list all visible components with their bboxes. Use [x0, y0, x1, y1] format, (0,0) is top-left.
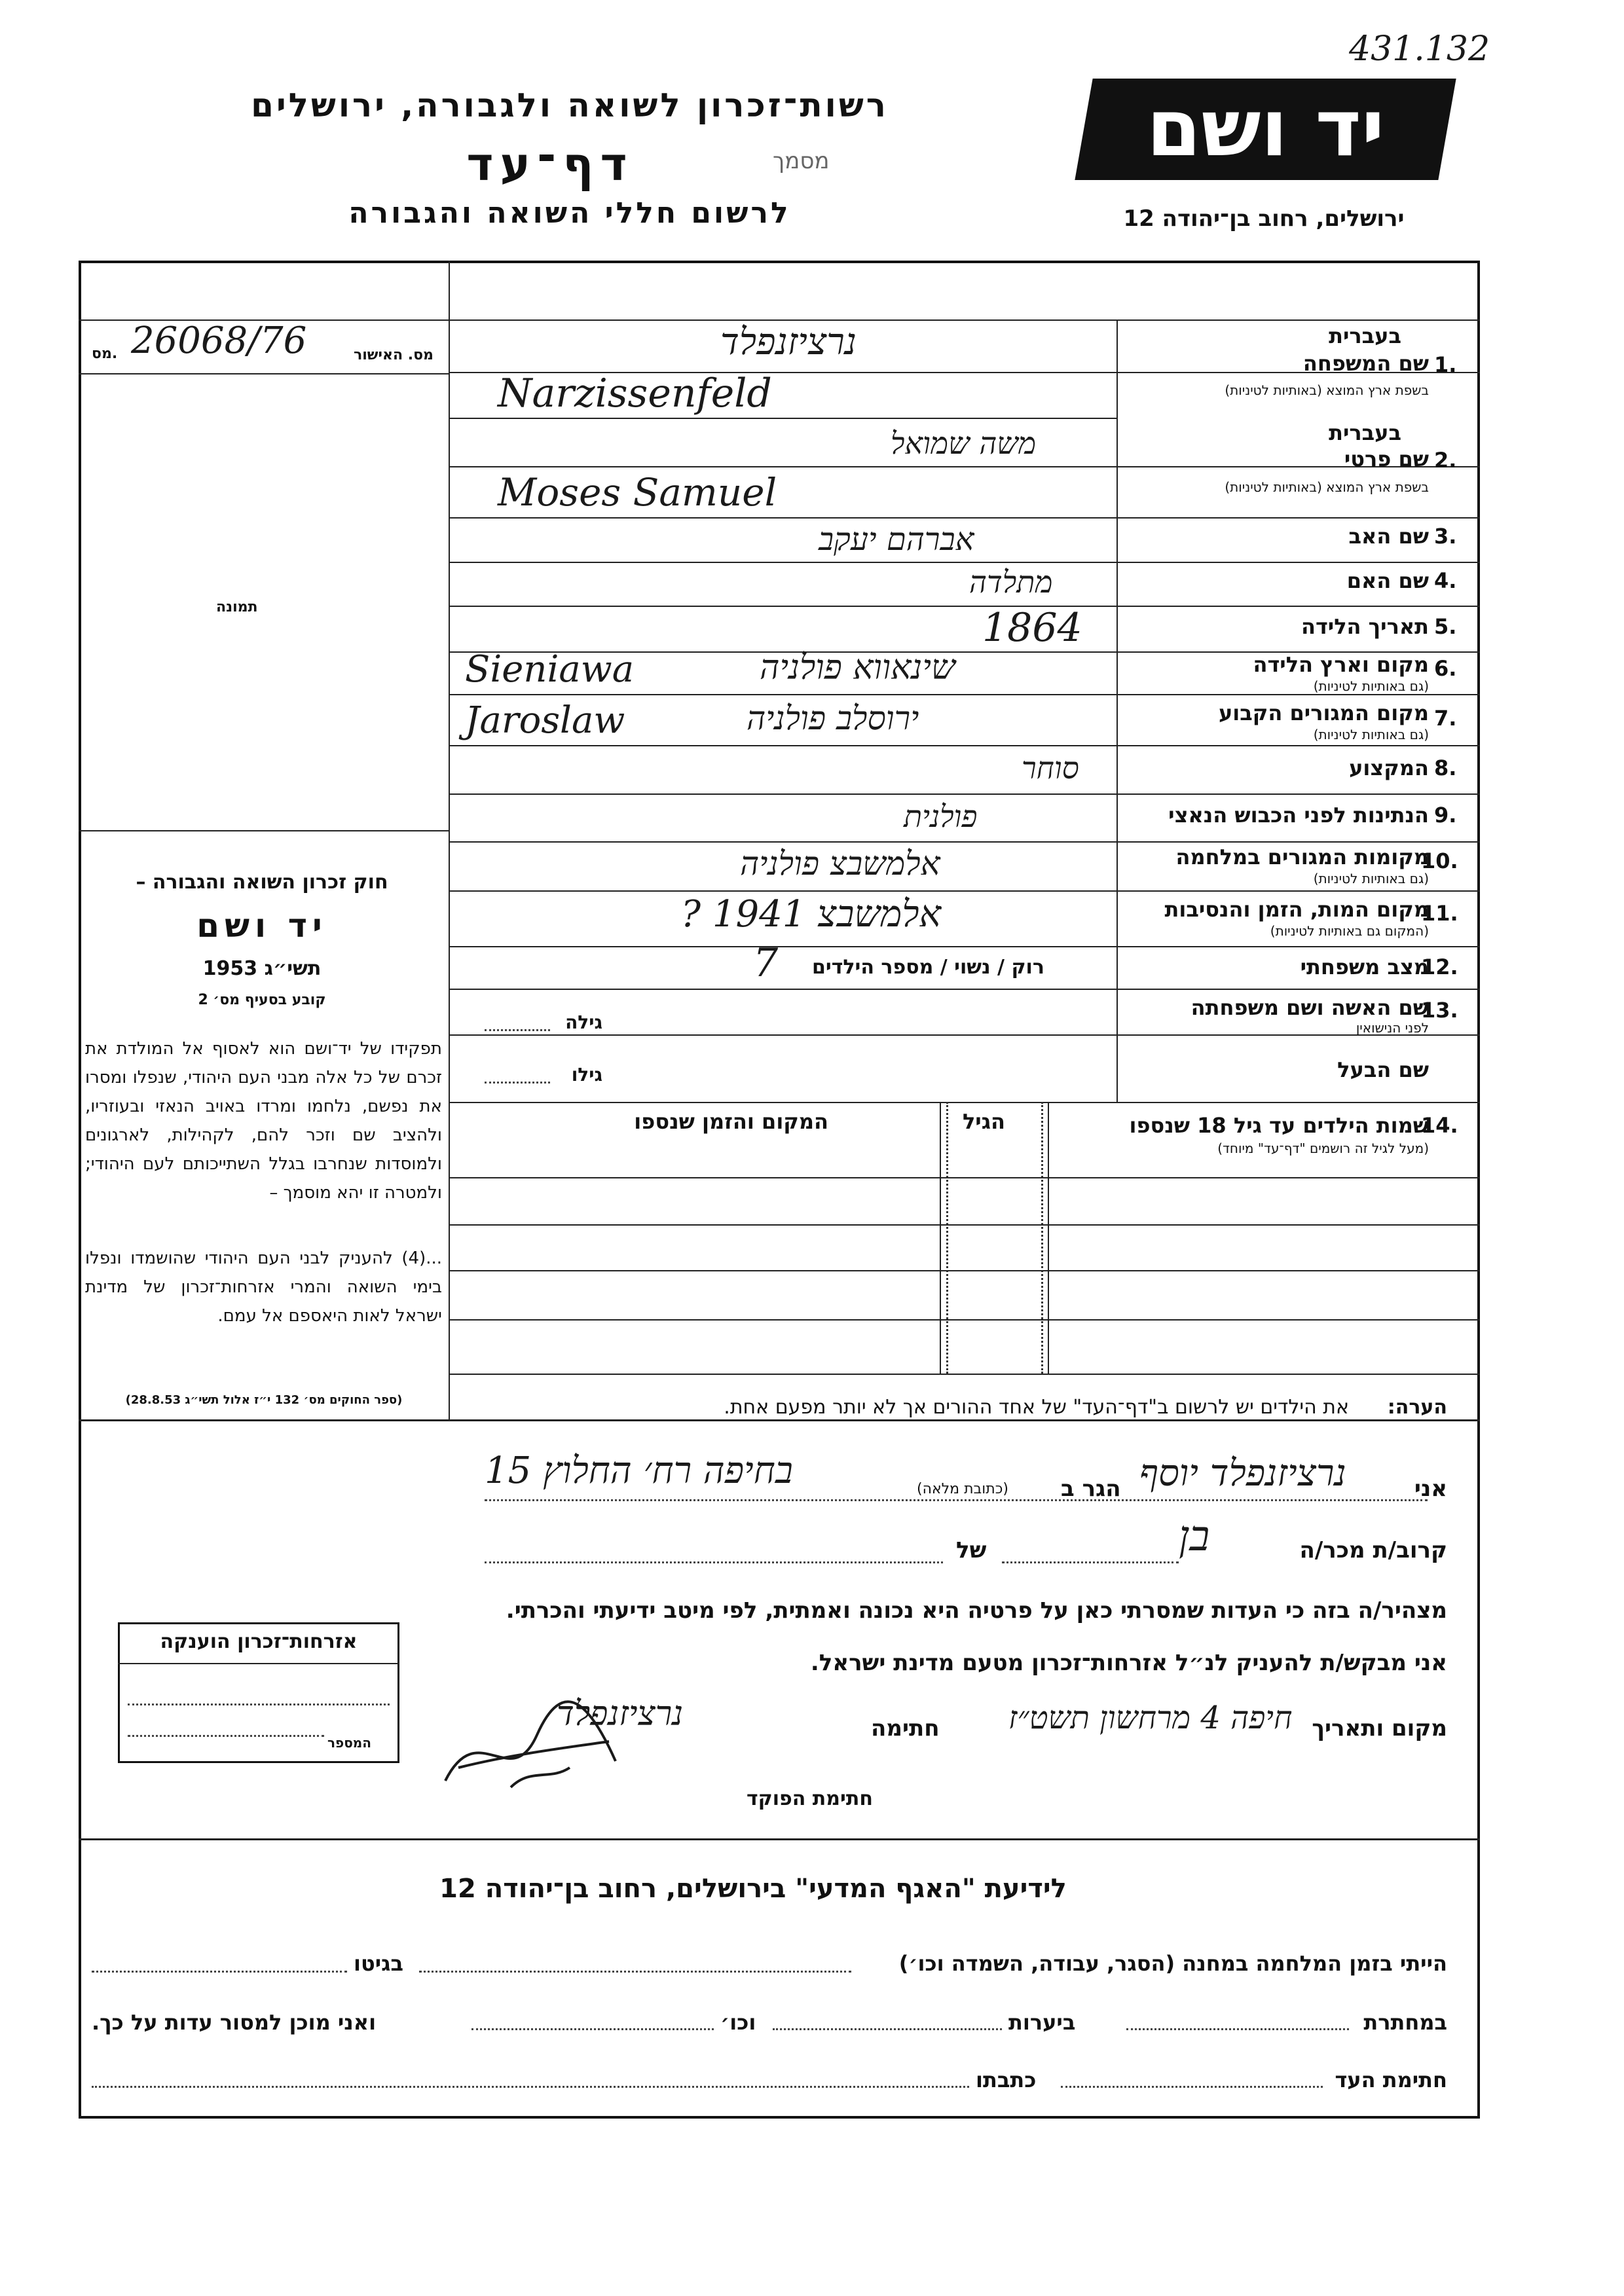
field-9-label: הנתינות לפני הכבוש הנאצי: [1168, 803, 1429, 828]
footer-line2-c: וכו׳: [720, 2010, 756, 2035]
field-8-label: המקצוע: [1349, 756, 1429, 780]
approval-number: 26068/76: [131, 319, 307, 362]
footer-line1-camp: [419, 1971, 851, 1973]
row-line: [449, 793, 1480, 795]
field-11-number: 11.: [1421, 901, 1458, 926]
law-year: תשי״ג 1953: [202, 957, 322, 980]
footer-line3-a: חתימת העד: [1335, 2068, 1447, 2092]
wife-age-label: גילה: [565, 1011, 602, 1033]
approval-divider: [79, 373, 449, 374]
field-7-label: מקום המגורים הקבוע: [1218, 701, 1429, 725]
law-name: יד ושם: [196, 907, 327, 945]
row-line: [449, 890, 1480, 892]
field-13-label: שם האשה ושם משפחתה: [1190, 995, 1429, 1020]
field-2-lang: בעברית: [1329, 420, 1401, 445]
children-name-col-divider: [1048, 1102, 1049, 1374]
field-2-sub: בשפת ארץ המוצא (באותיות לטיניות): [1225, 479, 1429, 495]
footer-line2-b: ביערות: [1008, 2010, 1076, 2035]
field-6-sub: (גם באותיות לטיניות): [1313, 678, 1429, 694]
field-12-label: מצב משפחתי: [1300, 955, 1429, 979]
wife-age-line: [485, 1029, 550, 1031]
children-age-col-divider: [940, 1102, 941, 1374]
relation-label: קרוב/ת מכר/ה: [1299, 1537, 1447, 1563]
children-age-dotted: [946, 1102, 948, 1374]
decl-lives-label: הגר ב: [1061, 1476, 1121, 1502]
field-1-value-hebrew: נרציזנפלד: [720, 321, 857, 363]
field-7-number: 7.: [1434, 706, 1457, 731]
row-line: [449, 418, 1116, 419]
left-column-divider: [449, 261, 450, 1419]
note-bottom-divider: [79, 1419, 1480, 1421]
place-date-value: חיפה 4 מרחשון תשט״ז: [1008, 1700, 1293, 1736]
statement-text: מצהיר/ה בזה כי העדות שמסרתי כאן על פרטיה היא נכונה ואמתית, לפי מיטב ידיעתי והכרתי.: [506, 1597, 1447, 1624]
field-10-number: 10.: [1421, 848, 1458, 873]
field-5-number: 5.: [1434, 614, 1457, 639]
label-column-divider: [1116, 319, 1118, 1102]
signature-scribble: [432, 1689, 629, 1800]
field-13-number: 13.: [1421, 998, 1458, 1023]
field-11-value: אלמשבצ 1941 ?: [681, 893, 942, 936]
row-line: [449, 946, 1480, 947]
field-4-value: מתלדה: [969, 564, 1053, 600]
children-row-line: [449, 1270, 1480, 1271]
field-14-number: 14.: [1421, 1113, 1458, 1138]
field-10-sub: (גם באותיות לטיניות): [1313, 871, 1429, 886]
children-place-header: המקום והזמן שנספו: [634, 1109, 828, 1134]
citizenship-box-line: [128, 1704, 390, 1705]
field-3-value: אברהם יעקב: [819, 521, 974, 558]
field-2-value-hebrew: משה שמואל: [891, 426, 1037, 461]
children-row-line: [449, 1374, 1480, 1375]
footer-line2-d: ואני מוכן למסור עדות על כך.: [92, 2010, 377, 2035]
row-line: [449, 1102, 1480, 1103]
row-line: [449, 841, 1480, 843]
citizenship-box-title: אזרחות־זכרון הוענקה: [160, 1630, 358, 1653]
field-5-value: 1864: [982, 605, 1082, 651]
husband-label: שם הבעל: [1337, 1057, 1429, 1082]
field-11-label: מקום המות, הזמן והנסיבות: [1164, 897, 1429, 922]
field-10-label: מקומות המגורים במלחמה: [1175, 845, 1429, 869]
field-1-value-latin: Narzissenfeld: [498, 371, 772, 416]
registry-stamp: מסמך: [773, 148, 830, 174]
field-13-sub: לפני הנישואין: [1356, 1020, 1429, 1036]
footer-line2-underground: [1126, 2028, 1349, 2030]
footer-line2-forests: [773, 2028, 1002, 2030]
field-2-label: שם פרטי: [1344, 446, 1429, 471]
field-14-sub: (מעל לגיל זה רושמים "דף־עד" מיוחד): [1217, 1140, 1429, 1156]
row-line: [449, 466, 1480, 467]
children-row-line: [449, 1319, 1480, 1321]
footer-line3-b: כתבתו: [976, 2068, 1037, 2092]
header-address: ירושלים, רחוב בן־יהודה 12: [1123, 206, 1405, 232]
field-8-value: סוחר: [1022, 750, 1079, 786]
of-label: של: [956, 1537, 987, 1563]
law-body-2: ...(4) להעניק לבני העם היהודי שהושמדו ונפלו בימי השואה והמרי אזרחות־זכרון של מדינת ישראל לאות היאספם אל עמם.: [85, 1248, 442, 1326]
field-7-sub: (גם באותיות לטיניות): [1313, 727, 1429, 742]
field-6-value: שינאווא פולניה: [760, 648, 955, 687]
children-age-dotted: [1041, 1102, 1043, 1374]
footer-line2-etc: [471, 2028, 714, 2030]
husband-age-label: גילו: [571, 1064, 602, 1085]
row-line: [449, 562, 1480, 563]
field-1-lang: בעברית: [1329, 323, 1401, 348]
field-12-options: רוק / נשוי / מספר הילדים: [812, 956, 1044, 979]
field-4-number: 4.: [1434, 568, 1457, 593]
row-line: [449, 517, 1480, 519]
children-age-header: הגיל: [962, 1109, 1005, 1134]
field-1-sub: בשפת ארץ המוצא (באותיות לטיניות): [1225, 382, 1429, 398]
field-10-value: אלמשבצ פולניה: [740, 845, 940, 883]
children-row-line: [449, 1177, 1480, 1178]
footer-line1-ghetto: [92, 1971, 347, 1973]
row-line: [449, 1034, 1480, 1036]
field-12-value: 7: [753, 940, 779, 986]
request-text: אני מבקש/ת להעניק לנ״ל אזרחות־זכרון מטעם מדינת ישראל.: [810, 1650, 1447, 1676]
field-1-label: שם המשפחה: [1302, 351, 1429, 376]
place-date-label: מקום ותאריך: [1312, 1715, 1447, 1741]
logo-text: יד ושם: [1146, 83, 1385, 174]
citizenship-number-label: המספר: [327, 1735, 372, 1751]
declarant-line: [485, 1499, 1428, 1501]
photo-divider: [79, 830, 449, 831]
law-clause: קובע בסעיף מס׳ 2: [198, 992, 326, 1008]
approval-prefix: מס.: [92, 346, 118, 362]
field-14-label: שמות הילדים עד גיל 18 שנספו: [1129, 1113, 1429, 1138]
field-6-value-latin: Sieniawa: [465, 648, 635, 691]
officer-label: חתימת הפוקד: [747, 1787, 873, 1810]
of-line: [485, 1561, 943, 1563]
row-line: [449, 606, 1480, 607]
photo-label: תמונה: [216, 599, 258, 615]
row-line: [449, 745, 1480, 746]
footer-line3-signature: [1061, 2086, 1323, 2088]
row-line: [449, 989, 1480, 990]
field-9-number: 9.: [1434, 803, 1457, 828]
footer-line1-b: בגיטו: [354, 1951, 403, 1976]
field-2-value-latin: Moses Samuel: [498, 470, 777, 515]
children-row-line: [449, 1224, 1480, 1226]
field-2-number: 2.: [1434, 448, 1457, 473]
decl-i-label: אני: [1414, 1476, 1447, 1502]
field-7-value-latin: Jaroslaw: [465, 699, 625, 742]
note-label: הערה:: [1387, 1396, 1447, 1419]
field-6-label: מקום וארץ הלידה: [1253, 652, 1429, 677]
field-12-number: 12.: [1421, 955, 1458, 979]
field-1-number: 1.: [1434, 352, 1457, 377]
declarant-name: נרציזנפלד יוסף: [1139, 1452, 1346, 1495]
field-8-number: 8.: [1434, 756, 1457, 780]
footer-line1-a: הייתי בזמן המלחמה במחנה (הסגר, עבודה, השמדה וכו׳): [898, 1951, 1447, 1976]
citizenship-number-line: [128, 1735, 324, 1737]
note-text: את הילדים יש לרשום ב"דף־העד" של אחד ההורים אך לא יותר מפעם אחת.: [724, 1396, 1349, 1419]
row-line: [449, 694, 1480, 695]
footer-line2-a: במחתרת: [1363, 2010, 1447, 2035]
approval-label: מס. האישור: [354, 347, 434, 363]
archive-number: 431.132: [1349, 29, 1490, 69]
signature-label: חתימה: [871, 1715, 940, 1741]
field-3-label: שם האב: [1348, 524, 1429, 549]
law-source: (ספר החוקים מס׳ 132 י״ז אלול תשי״ג 28.8.53): [125, 1393, 403, 1407]
form-subtitle: לרשום חללי השואה והגבורה: [348, 196, 791, 230]
footer-divider: [79, 1838, 1480, 1840]
decl-address-hint: (כתובת מלאה): [917, 1481, 1008, 1497]
signature-value: נרציזנפלד: [557, 1694, 684, 1734]
form-title: דף־עד: [466, 137, 634, 191]
declarant-address: בחיפה רח׳ החלוץ 15: [485, 1449, 793, 1492]
field-6-number: 6.: [1434, 656, 1457, 681]
law-title: חוק זכרון השואה והגבורה –: [136, 871, 388, 894]
relation-line: [1002, 1561, 1179, 1563]
footer-line3-address: [92, 2086, 969, 2088]
field-5-label: תאריך הלידה: [1301, 614, 1429, 639]
citizenship-box-divider: [118, 1663, 399, 1664]
field-11-sub: (המקום גם באותיות לטיניות): [1270, 923, 1429, 939]
husband-age-line: [485, 1082, 550, 1084]
authority-name: רשות־זכרון לשואה ולגבורה, ירושלים: [251, 86, 889, 124]
field-7-value: ירוסלב פולניה: [747, 699, 919, 737]
field-3-number: 3.: [1434, 524, 1457, 549]
relation-value: בן: [1179, 1512, 1210, 1561]
law-body: תפקידו של יד־ושם הוא לאסוף אל המולדת את זכרם של כל אלה מבני העם היהודי, שנפלו ומסרו את נפשם, נלחמו ומרדו באויב הנאזי ובעוזריו, ולהציב שם וזכר להם, לקהילות, לארגונים ולמוסדות שנחרבו בגלל השתייכותם לעם היהודי; ולמטרה זו יהא מוסמך –: [85, 1039, 442, 1203]
footer-title: לידיעת "האגף המדעי" בירושלים, רחוב בן־יהודה 12: [439, 1874, 1067, 1904]
field-9-value: פולנית: [904, 799, 978, 834]
field-4-label: שם האם: [1346, 568, 1429, 593]
